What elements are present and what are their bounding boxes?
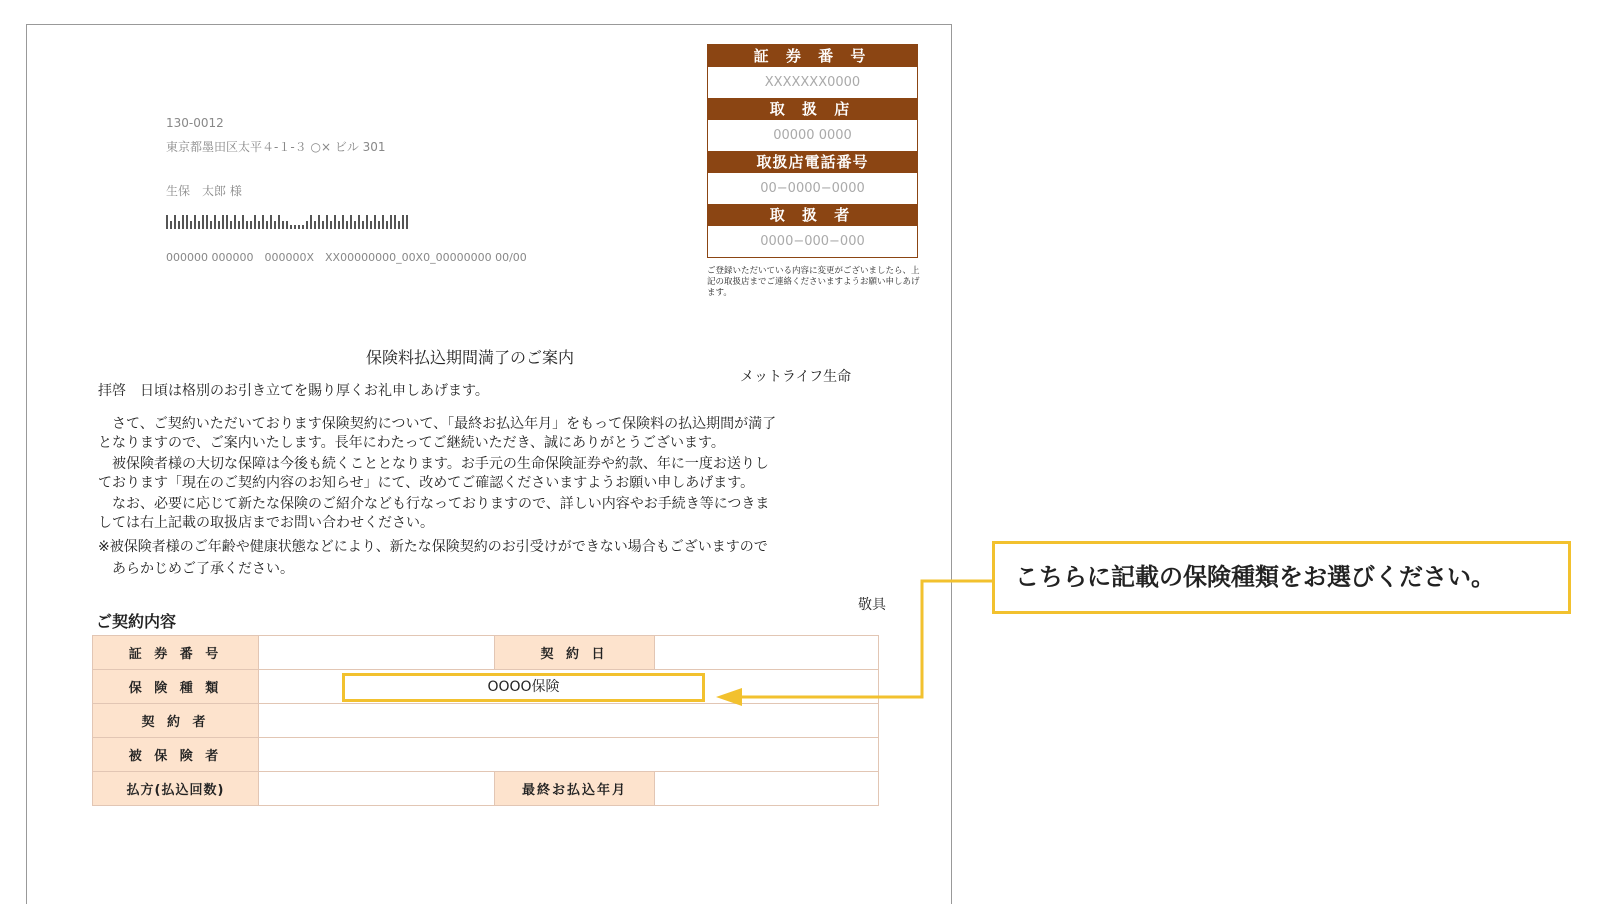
info-value: 0000−000−000	[708, 226, 917, 257]
label-policy-no: 証 券 番 号	[93, 636, 259, 670]
body-line: あらかじめご了承ください。	[98, 561, 294, 577]
label-insured: 被 保 険 者	[93, 738, 259, 772]
letter-title: 保険料払込期間満了のご案内	[365, 348, 574, 367]
body-line: となりますので、ご案内いたします。長年にわたってご継続いただき、誠にありがとうございます。	[98, 435, 725, 451]
info-value: 00000 0000	[708, 120, 917, 151]
contract-heading: ご契約内容	[96, 612, 177, 631]
body-line: さて、ご契約いただいております保険契約について、「最終お払込年月」をもって保険料の払込期間が満了	[98, 416, 777, 432]
body-line: ※被保険者様のご年齢や健康状態などにより、新たな保険契約のお引受けができない場合もございますので	[98, 539, 768, 555]
body-line: 被保険者様の大切な保障は今後も続くこととなります。お手元の生命保険証券や約款、年に一度お送りし	[98, 456, 769, 472]
body-line: ております「現在のご契約内容のお知らせ」にて、改めてご確認くださいますようお願い申しあげます。	[98, 475, 755, 491]
insurance-type-highlight: OOOO保険	[342, 673, 705, 702]
label-payment-method: 払方(払込回数)	[93, 772, 259, 806]
greeting: 拝啓 日頃は格別のお引き立てを賜り厚くお礼申しあげます。	[98, 383, 489, 399]
info-label: 取扱店電話番号	[708, 151, 917, 173]
company-name: メットライフ生命	[740, 369, 852, 385]
callout-box: こちらに記載の保険種類をお選びください。	[992, 541, 1571, 614]
info-label: 証 券 番 号	[708, 45, 917, 67]
postal-code: 130-0012	[166, 116, 224, 130]
arrowhead-icon	[716, 688, 742, 706]
label-final-payment: 最終お払込年月	[495, 772, 655, 806]
body-line: しては右上記載の取扱店までお問い合わせください。	[98, 515, 434, 531]
info-note: ご登録いただいている内容に変更がございましたら、上記の取扱店までご連絡くださいますようお願い申しあげます。	[707, 266, 920, 298]
info-value: XXXXXXX0000	[708, 67, 917, 98]
callout-connector	[740, 581, 992, 697]
label-policyholder: 契 約 者	[93, 704, 259, 738]
street-address: 東京都墨田区太平４-１-３ ○× ビル 301	[166, 140, 386, 154]
customer-code-line: 000000 000000 000000X XX00000000_00X0_00000000 00/00	[166, 251, 527, 264]
label-contract-date: 契 約 日	[495, 636, 655, 670]
info-label: 取 扱 店	[708, 98, 917, 120]
sign-off: 敬具	[858, 597, 886, 613]
body-line: なお、必要に応じて新たな保険のご紹介なども行なっておりますので、詳しい内容やお手続き等につきま	[98, 496, 770, 512]
info-label: 取 扱 者	[708, 204, 917, 226]
label-insurance-type: 保 険 種 類	[93, 670, 259, 704]
info-value: 00−0000−0000	[708, 173, 917, 204]
recipient-name: 生保 太郎 様	[166, 184, 242, 198]
